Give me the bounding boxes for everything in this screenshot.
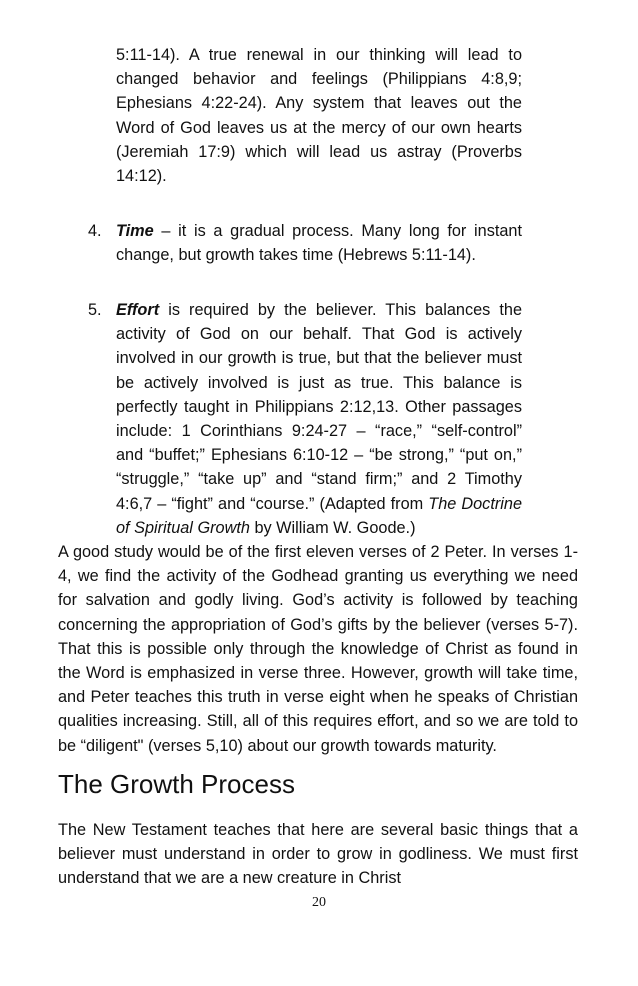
list-item-5 [88,298,522,540]
list-item-text: – it is a gradual process. Many long for instant change, but growth takes time (Hebrews 5:11-14). [116,222,522,265]
body-paragraph: A good study would be of the first eleven verses of 2 Peter. In verses 1-4, we find the activity of the Godhead granting us everything we need for salvation and godly living. God’s activity is followed by teaching concerning the appropriation of God’s gifts by the believer (verses 5-7). That this is possible only through the knowledge of Christ as found in the Word is emphasized in verse three. However, growth will take time, and Peter teaches this truth in verse eight when he speaks of Christian qualities increasing. Still, all of this requires effort, and so we are told to be “diligent" (verses 5,10) about our growth towards maturity. [58,543,578,755]
list-item-text: is required by the believer. This balances the activity of God on our behalf. That God is actively involved in our growth is true, but that the believer must be actively involved is just as true. This balance is perfectly taught in Philippians 2:12,13. Other passages include: 1 Corinthians 9:24-27 – “race,” “self-control” and “buffet;” Ephesians 6:10-12 – “be strong,” “put on,” “struggle,” “take up” and “stand firm;” and 2 Timothy 4:6,7 – “fight” and “course.” (Adapted from [116,301,522,513]
list-item-4 [88,219,522,267]
list-number: 5. [88,301,102,319]
section-heading: The Growth Process [58,769,295,799]
page-number: 20 [312,895,326,910]
list-item-body [116,298,522,540]
closing-paragraph: The New Testament teaches that here are several basic things that a believer must understand in order to grow in godliness. We must first understand that we are a new creature in Christ [58,821,578,888]
list-number: 4. [88,222,102,240]
list-item-lead: Effort [116,301,160,319]
book-title: The Doctrine of Spiritual Growth [116,494,522,537]
list-item-body [116,219,522,267]
continuation-text: 5:11-14). A true renewal in our thinking will lead to changed behavior and feelings (Philippians 4:8,9; Ephesians 4:22-24). Any system that leaves out the Word of God leaves us at the mercy of our own hearts (Jeremiah 17:9) which will lead us astray (Proverbs 14:12). [116,46,522,186]
list-item-lead: Time [116,222,154,240]
book-author: by William W. Goode.) [249,518,416,537]
